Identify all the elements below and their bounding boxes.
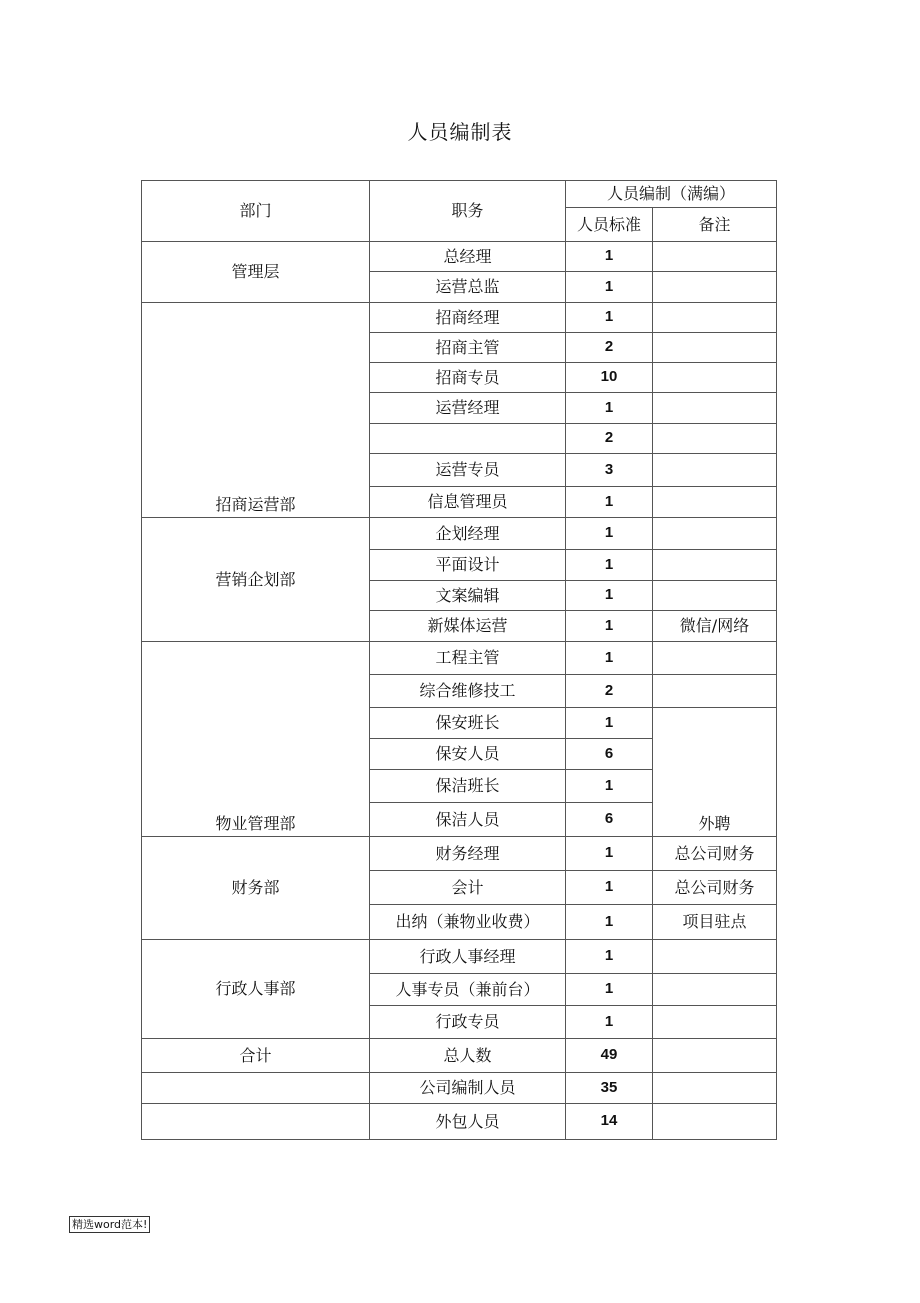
position-cell: 新媒体运营 xyxy=(370,611,566,642)
count-cell: 2 xyxy=(566,333,653,363)
count-cell: 1 xyxy=(566,487,653,518)
header-staffing-group: 人员编制（满编） xyxy=(566,181,777,208)
count-cell: 1 xyxy=(566,974,653,1006)
position-cell: 会计 xyxy=(370,871,566,905)
count-cell: 1 xyxy=(566,905,653,940)
position-cell: 保洁人员 xyxy=(370,803,566,837)
position-cell: 运营经理 xyxy=(370,393,566,424)
count-cell: 6 xyxy=(566,739,653,770)
remark-cell xyxy=(653,675,777,708)
count-cell: 1 xyxy=(566,550,653,581)
remark-cell xyxy=(653,303,777,333)
count-cell: 1 xyxy=(566,871,653,905)
position-cell: 公司编制人员 xyxy=(370,1073,566,1104)
position-cell: 总经理 xyxy=(370,242,566,272)
header-position: 职务 xyxy=(370,181,566,242)
dept-cell: 财务部 xyxy=(142,837,370,940)
position-cell: 外包人员 xyxy=(370,1104,566,1140)
table-row xyxy=(142,642,777,675)
position-cell: 总人数 xyxy=(370,1039,566,1073)
total-row xyxy=(142,1104,777,1140)
position-cell: 运营总监 xyxy=(370,272,566,303)
count-cell: 1 xyxy=(566,611,653,642)
remark-cell xyxy=(653,272,777,303)
total-row xyxy=(142,1073,777,1104)
position-cell: 人事专员（兼前台） xyxy=(370,974,566,1006)
dept-cell: 营销企划部 xyxy=(142,518,370,642)
count-cell: 1 xyxy=(566,708,653,739)
remark-cell: 总公司财务 xyxy=(653,871,777,905)
remark-cell xyxy=(653,363,777,393)
position-cell: 保安班长 xyxy=(370,708,566,739)
table-row xyxy=(142,518,777,550)
count-cell: 14 xyxy=(566,1104,653,1140)
remark-cell xyxy=(653,581,777,611)
count-cell: 1 xyxy=(566,242,653,272)
count-cell: 1 xyxy=(566,770,653,803)
count-cell: 1 xyxy=(566,1006,653,1039)
position-cell: 平面设计 xyxy=(370,550,566,581)
count-cell: 1 xyxy=(566,518,653,550)
remark-cell xyxy=(653,1104,777,1140)
count-cell: 3 xyxy=(566,454,653,487)
staffing-table xyxy=(141,180,777,1140)
remark-cell xyxy=(653,454,777,487)
remark-cell xyxy=(653,393,777,424)
count-cell: 35 xyxy=(566,1073,653,1104)
remark-cell xyxy=(653,1006,777,1039)
remark-cell xyxy=(653,518,777,550)
remark-cell: 总公司财务 xyxy=(653,837,777,871)
remark-cell xyxy=(653,940,777,974)
page-title: 人员编制表 xyxy=(407,120,513,144)
position-cell xyxy=(370,424,566,454)
remark-cell xyxy=(653,242,777,272)
count-cell: 1 xyxy=(566,272,653,303)
total-label-cell: 合计 xyxy=(142,1039,370,1073)
position-cell: 保洁班长 xyxy=(370,770,566,803)
remark-cell xyxy=(653,1039,777,1073)
total-label-cell xyxy=(142,1104,370,1140)
position-cell: 信息管理员 xyxy=(370,487,566,518)
position-cell: 企划经理 xyxy=(370,518,566,550)
count-cell: 1 xyxy=(566,642,653,675)
table-row xyxy=(142,303,777,333)
position-cell: 文案编辑 xyxy=(370,581,566,611)
count-cell: 1 xyxy=(566,940,653,974)
dept-cell: 物业管理部 xyxy=(142,642,370,837)
count-cell: 2 xyxy=(566,675,653,708)
position-cell: 财务经理 xyxy=(370,837,566,871)
position-cell: 出纳（兼物业收费） xyxy=(370,905,566,940)
position-cell: 招商主管 xyxy=(370,333,566,363)
footer-note: 精选word范本! xyxy=(69,1216,150,1233)
remark-cell: 项目驻点 xyxy=(653,905,777,940)
position-cell: 工程主管 xyxy=(370,642,566,675)
position-cell: 行政人事经理 xyxy=(370,940,566,974)
position-cell: 保安人员 xyxy=(370,739,566,770)
table-row xyxy=(142,940,777,974)
position-cell: 运营专员 xyxy=(370,454,566,487)
remark-cell xyxy=(653,333,777,363)
position-cell: 行政专员 xyxy=(370,1006,566,1039)
position-cell: 招商专员 xyxy=(370,363,566,393)
remark-cell: 微信/网络 xyxy=(653,611,777,642)
remark-cell xyxy=(653,1073,777,1104)
count-cell: 6 xyxy=(566,803,653,837)
table-row xyxy=(142,242,777,272)
dept-cell: 招商运营部 xyxy=(142,303,370,518)
position-cell: 综合维修技工 xyxy=(370,675,566,708)
count-cell: 1 xyxy=(566,303,653,333)
header-standard: 人员标准 xyxy=(566,208,653,242)
dept-cell: 管理层 xyxy=(142,242,370,303)
table-row xyxy=(142,837,777,871)
count-cell: 1 xyxy=(566,837,653,871)
remark-cell xyxy=(653,642,777,675)
remark-cell xyxy=(653,487,777,518)
count-cell: 1 xyxy=(566,581,653,611)
remark-cell-merged: 外聘 xyxy=(653,708,777,837)
dept-cell: 行政人事部 xyxy=(142,940,370,1039)
total-row xyxy=(142,1039,777,1073)
position-cell: 招商经理 xyxy=(370,303,566,333)
remark-cell xyxy=(653,424,777,454)
count-cell: 49 xyxy=(566,1039,653,1073)
header-dept: 部门 xyxy=(142,181,370,242)
count-cell: 10 xyxy=(566,363,653,393)
count-cell: 1 xyxy=(566,393,653,424)
remark-cell xyxy=(653,550,777,581)
header-remark: 备注 xyxy=(653,208,777,242)
remark-cell xyxy=(653,974,777,1006)
total-label-cell xyxy=(142,1073,370,1104)
count-cell: 2 xyxy=(566,424,653,454)
